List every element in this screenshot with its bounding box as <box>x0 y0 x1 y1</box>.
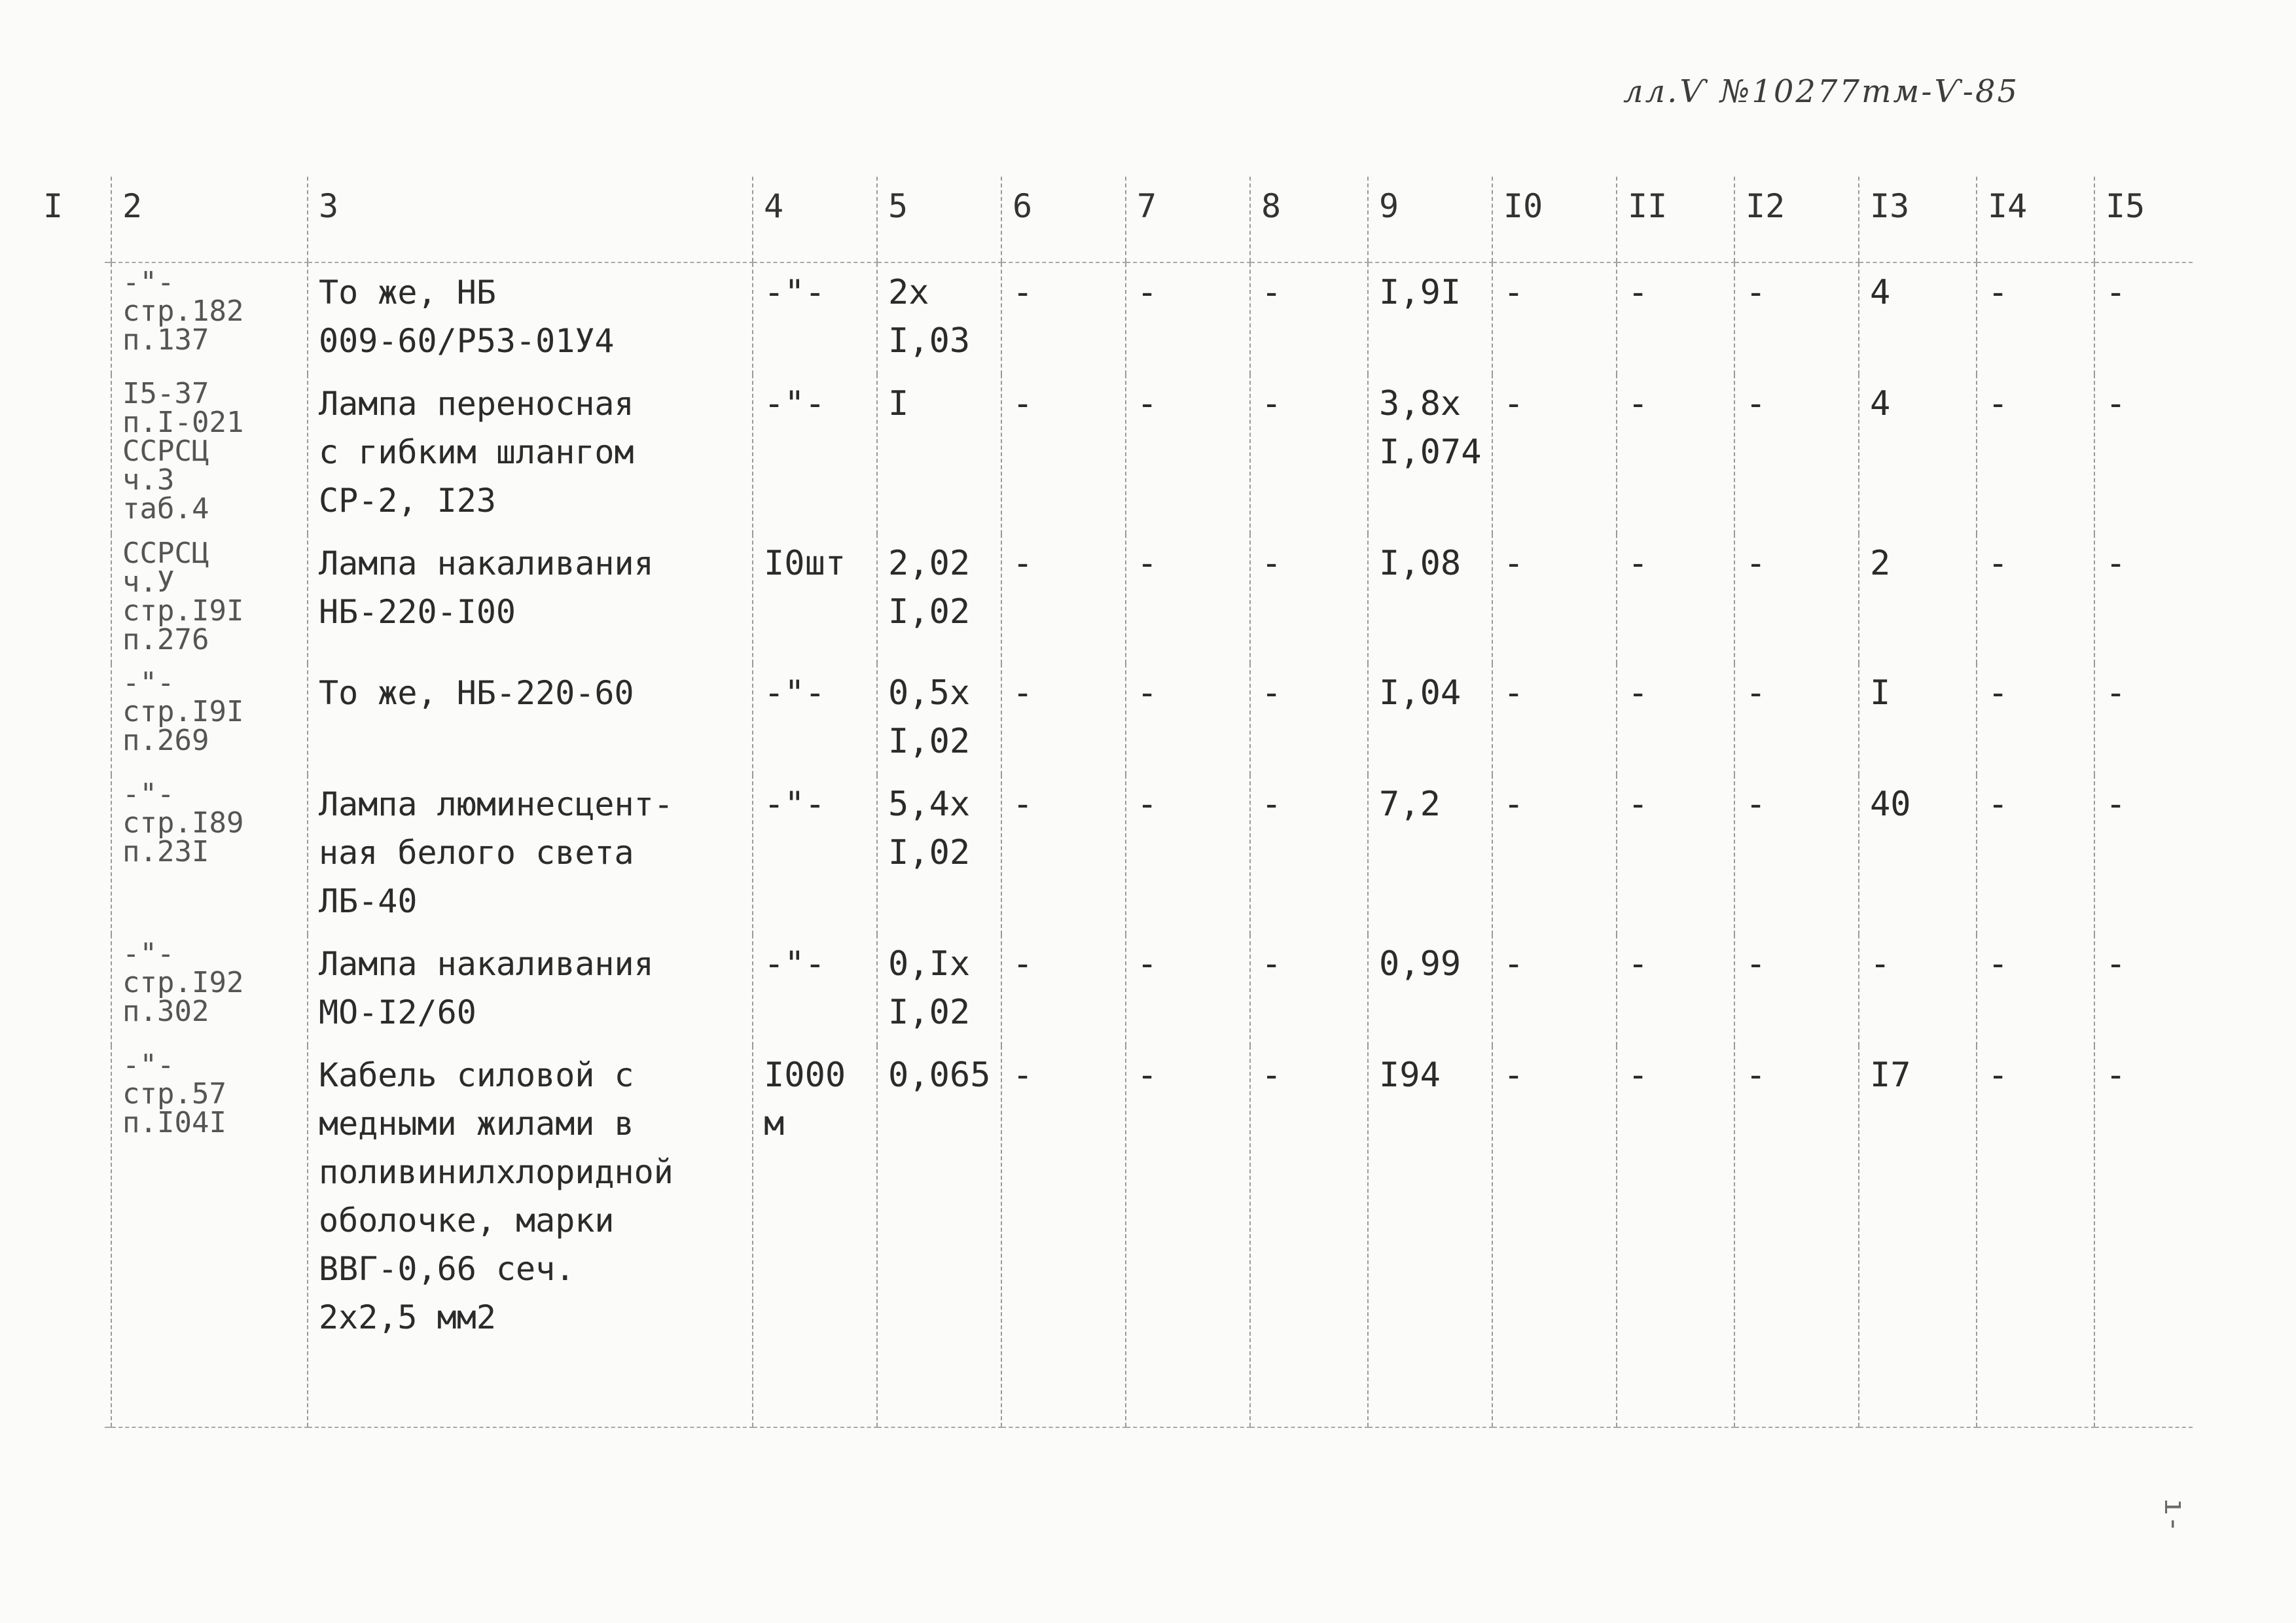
cell-col-5 <box>877 775 1001 935</box>
cell-source-reference <box>111 374 308 534</box>
cell-source-reference <box>111 935 308 1046</box>
cell-line: I,9I <box>1379 273 1462 312</box>
cell-line: I,074 <box>1379 433 1482 472</box>
cell-source-reference <box>111 1046 308 1427</box>
cell-col-7: - <box>1126 262 1250 374</box>
cell-col-15: - <box>2094 935 2193 1046</box>
cell-col-10: - <box>1492 262 1617 374</box>
cell-line: -"- <box>764 944 825 984</box>
cell-col-14: - <box>1977 935 2094 1046</box>
cell-line: 2,02 <box>888 544 971 583</box>
cell-col-4 <box>753 374 877 534</box>
cell-line: стр.182 <box>122 294 244 328</box>
cell-col-10: - <box>1492 1046 1617 1427</box>
cell-line: Лампа накаливания <box>319 945 654 983</box>
cell-line: I5-37 <box>122 377 209 410</box>
cell-col-10: - <box>1492 374 1617 534</box>
cell-line: -"- <box>764 673 825 713</box>
cell-source-reference <box>111 664 308 775</box>
cell-line: -"- <box>122 937 175 971</box>
column-header-7: 7 <box>1126 177 1250 262</box>
cell-col-4 <box>753 1046 877 1427</box>
cell-line: ССРСЦ <box>122 435 209 468</box>
column-header-6: 6 <box>1001 177 1126 262</box>
cell-line: м <box>764 1104 785 1143</box>
cell-col-7: - <box>1126 374 1250 534</box>
cell-col-7: - <box>1126 1046 1250 1427</box>
cell-line: I,02 <box>888 722 971 761</box>
cell-col-13: 40 <box>1859 775 1977 935</box>
cell-line: ч.3 <box>122 463 175 497</box>
cell-source-reference <box>111 775 308 935</box>
cell-col-11: - <box>1617 374 1734 534</box>
cell-col-10: - <box>1492 664 1617 775</box>
cell-line: 3,8х <box>1379 384 1462 423</box>
cell-item-name <box>308 935 753 1046</box>
cell-item-name <box>308 262 753 374</box>
cell-col-13: 2 <box>1859 534 1977 664</box>
cell-line: 0,99 <box>1379 944 1462 984</box>
cell-col-9 <box>1368 775 1492 935</box>
cell-col-6: - <box>1001 534 1126 664</box>
cell-col-12: - <box>1734 374 1859 534</box>
cell-line: п.269 <box>122 724 209 757</box>
cell-col-7: - <box>1126 935 1250 1046</box>
cell-line: Лампа люминесцент- <box>319 785 673 823</box>
cell-line: -"- <box>764 384 825 423</box>
cell-col-8: - <box>1250 664 1368 775</box>
cell-col-11: - <box>1617 534 1734 664</box>
cell-line: 5,4х <box>888 785 971 824</box>
cell-item-name <box>308 1046 753 1427</box>
cell-col-12: - <box>1734 262 1859 374</box>
table-row <box>105 1046 2193 1427</box>
cell-col-8: - <box>1250 534 1368 664</box>
table-row <box>105 775 2193 935</box>
column-header-4: 4 <box>753 177 877 262</box>
cell-col-5 <box>877 262 1001 374</box>
cell-line: -"- <box>764 273 825 312</box>
cell-col-15: - <box>2094 534 2193 664</box>
cell-col-9 <box>1368 534 1492 664</box>
cell-col-14: - <box>1977 374 2094 534</box>
cell-item-name <box>308 775 753 935</box>
cell-col-5 <box>877 664 1001 775</box>
cell-line: МО-I2/60 <box>319 993 476 1031</box>
cell-col-14: - <box>1977 664 2094 775</box>
cell-col-13: I7 <box>1859 1046 1977 1427</box>
cell-line: ССРСЦ <box>122 537 209 570</box>
cell-col-11: - <box>1617 775 1734 935</box>
table-row <box>105 935 2193 1046</box>
cell-col-4 <box>753 534 877 664</box>
cell-line: поливинилхлоридной <box>319 1153 673 1191</box>
cell-col-13: 4 <box>1859 262 1977 374</box>
cell-line: -"- <box>122 666 175 700</box>
cell-col-8: - <box>1250 262 1368 374</box>
cell-col-10: - <box>1492 534 1617 664</box>
cell-line: оболочке, марки <box>319 1202 615 1240</box>
cell-line: 0,Iх <box>888 944 971 984</box>
cell-col-1 <box>105 935 111 1046</box>
cell-col-11: - <box>1617 1046 1734 1427</box>
column-header-14: I4 <box>1977 177 2094 262</box>
cell-col-9 <box>1368 664 1492 775</box>
cell-line: I,02 <box>888 592 971 632</box>
cell-line: медными жилами в <box>319 1105 634 1143</box>
cell-col-4 <box>753 664 877 775</box>
cell-line: -"- <box>122 1048 175 1082</box>
cell-col-9 <box>1368 935 1492 1046</box>
cell-col-1 <box>105 1046 111 1427</box>
cell-col-14: - <box>1977 534 2094 664</box>
cell-col-10: - <box>1492 775 1617 935</box>
column-header-2: 2 <box>111 177 308 262</box>
cell-line: То же, НБ-220-60 <box>319 674 634 712</box>
cell-line: I,02 <box>888 833 971 872</box>
cell-item-name <box>308 664 753 775</box>
cell-col-5 <box>877 935 1001 1046</box>
cell-line: ная белого света <box>319 834 634 872</box>
column-header-1: I <box>33 177 39 262</box>
cell-col-1 <box>105 664 111 775</box>
cell-col-11: - <box>1617 935 1734 1046</box>
cell-col-5 <box>877 1046 1001 1427</box>
cell-col-1 <box>105 262 111 374</box>
cell-line: 7,2 <box>1379 785 1441 824</box>
cell-source-reference <box>111 534 308 664</box>
cell-line: таб.4 <box>122 492 209 526</box>
cell-line: п.137 <box>122 323 209 357</box>
cell-line: ЛБ-40 <box>319 882 418 920</box>
page-mark: ı- <box>2157 1498 2191 1533</box>
cell-line: I,02 <box>888 993 971 1032</box>
table-body <box>105 262 2193 1427</box>
cell-col-9 <box>1368 1046 1492 1427</box>
cell-line: I0шт <box>764 544 846 583</box>
header-row <box>105 177 2193 262</box>
cell-line: -"- <box>122 777 175 811</box>
cell-line: -"- <box>122 266 175 299</box>
cell-line: Лампа переносная <box>319 385 634 423</box>
cell-line: I000 <box>764 1056 846 1095</box>
cell-col-4 <box>753 775 877 935</box>
cell-col-10: - <box>1492 935 1617 1046</box>
cell-line: 0,065 <box>888 1056 991 1095</box>
cell-line: НБ-220-I00 <box>319 593 516 631</box>
column-header-15: I5 <box>2094 177 2193 262</box>
cell-line: I94 <box>1379 1056 1441 1095</box>
cell-line: Кабель силовой с <box>319 1056 634 1094</box>
cell-col-12: - <box>1734 1046 1859 1427</box>
cell-col-5 <box>877 534 1001 664</box>
cell-col-6: - <box>1001 935 1126 1046</box>
column-header-9: 9 <box>1368 177 1492 262</box>
cell-line: п.I04I <box>122 1106 226 1139</box>
cell-col-12: - <box>1734 664 1859 775</box>
cell-line: 0,5х <box>888 673 971 713</box>
cell-col-1 <box>105 775 111 935</box>
table-row <box>105 262 2193 374</box>
cell-col-7: - <box>1126 775 1250 935</box>
cell-line: ВВГ-0,66 сеч. <box>319 1250 575 1288</box>
column-header-13: I3 <box>1859 177 1977 262</box>
column-header-8: 8 <box>1250 177 1368 262</box>
cell-col-15: - <box>2094 775 2193 935</box>
cell-col-14: - <box>1977 1046 2094 1427</box>
column-header-11: II <box>1617 177 1734 262</box>
cell-line: стр.I92 <box>122 966 244 999</box>
table-row <box>105 664 2193 775</box>
cell-col-14: - <box>1977 775 2094 935</box>
cell-col-9 <box>1368 374 1492 534</box>
cell-line: стр.I9I <box>122 594 244 628</box>
cell-col-5 <box>877 374 1001 534</box>
column-header-3: 3 <box>308 177 753 262</box>
cell-col-13: - <box>1859 935 1977 1046</box>
column-header-5: 5 <box>877 177 1001 262</box>
cell-item-name <box>308 534 753 664</box>
cell-col-4 <box>753 262 877 374</box>
cell-item-name <box>308 374 753 534</box>
cell-col-13: I <box>1859 664 1977 775</box>
cell-col-1 <box>105 374 111 534</box>
cell-col-8: - <box>1250 935 1368 1046</box>
cell-col-9 <box>1368 262 1492 374</box>
cell-col-15: - <box>2094 664 2193 775</box>
cell-line: стр.I9I <box>122 695 244 728</box>
cell-col-6: - <box>1001 1046 1126 1427</box>
cell-col-15: - <box>2094 1046 2193 1427</box>
cell-line: п.23I <box>122 835 209 868</box>
cell-col-11: - <box>1617 664 1734 775</box>
cell-line: п.I-021 <box>122 406 244 439</box>
column-header-12: I2 <box>1734 177 1859 262</box>
cell-col-8: - <box>1250 374 1368 534</box>
cell-col-6: - <box>1001 262 1126 374</box>
cell-col-12: - <box>1734 935 1859 1046</box>
column-header-10: I0 <box>1492 177 1617 262</box>
cell-line: I,03 <box>888 321 971 361</box>
cell-col-6: - <box>1001 374 1126 534</box>
cell-line: ч.У <box>122 565 175 599</box>
table-row <box>105 374 2193 534</box>
cell-col-1 <box>105 534 111 664</box>
cell-line: стр.57 <box>122 1077 226 1111</box>
cell-line: 2х2,5 мм2 <box>319 1298 496 1336</box>
cell-col-8: - <box>1250 775 1368 935</box>
cell-col-6: - <box>1001 775 1126 935</box>
cell-col-11: - <box>1617 262 1734 374</box>
cell-line: с гибким шлангом <box>319 433 634 471</box>
cell-line: СР-2, I23 <box>319 482 496 520</box>
specification-table <box>43 177 2193 1428</box>
cell-line: I,08 <box>1379 544 1462 583</box>
cell-col-15: - <box>2094 262 2193 374</box>
cell-line: I <box>888 384 909 423</box>
cell-line: п.302 <box>122 995 209 1028</box>
cell-line: 2х <box>888 273 929 312</box>
cell-source-reference <box>111 262 308 374</box>
cell-line: 009-60/Р53-01У4 <box>319 322 615 360</box>
cell-col-7: - <box>1126 534 1250 664</box>
cell-line: п.276 <box>122 623 209 656</box>
cell-col-15: - <box>2094 374 2193 534</box>
cell-line: стр.I89 <box>122 806 244 840</box>
cell-line: То же, НБ <box>319 274 496 312</box>
cell-col-12: - <box>1734 775 1859 935</box>
table-row <box>105 534 2193 664</box>
document-code: лл.Ѵ №10277тм-Ѵ-85 <box>1623 73 2020 110</box>
cell-col-12: - <box>1734 534 1859 664</box>
cell-col-7: - <box>1126 664 1250 775</box>
cell-col-4 <box>753 935 877 1046</box>
cell-line: I,04 <box>1379 673 1462 713</box>
cell-line: -"- <box>764 785 825 824</box>
cell-col-14: - <box>1977 262 2094 374</box>
cell-col-8: - <box>1250 1046 1368 1427</box>
cell-line: Лампа накаливания <box>319 544 654 582</box>
cell-col-6: - <box>1001 664 1126 775</box>
cell-col-13: 4 <box>1859 374 1977 534</box>
